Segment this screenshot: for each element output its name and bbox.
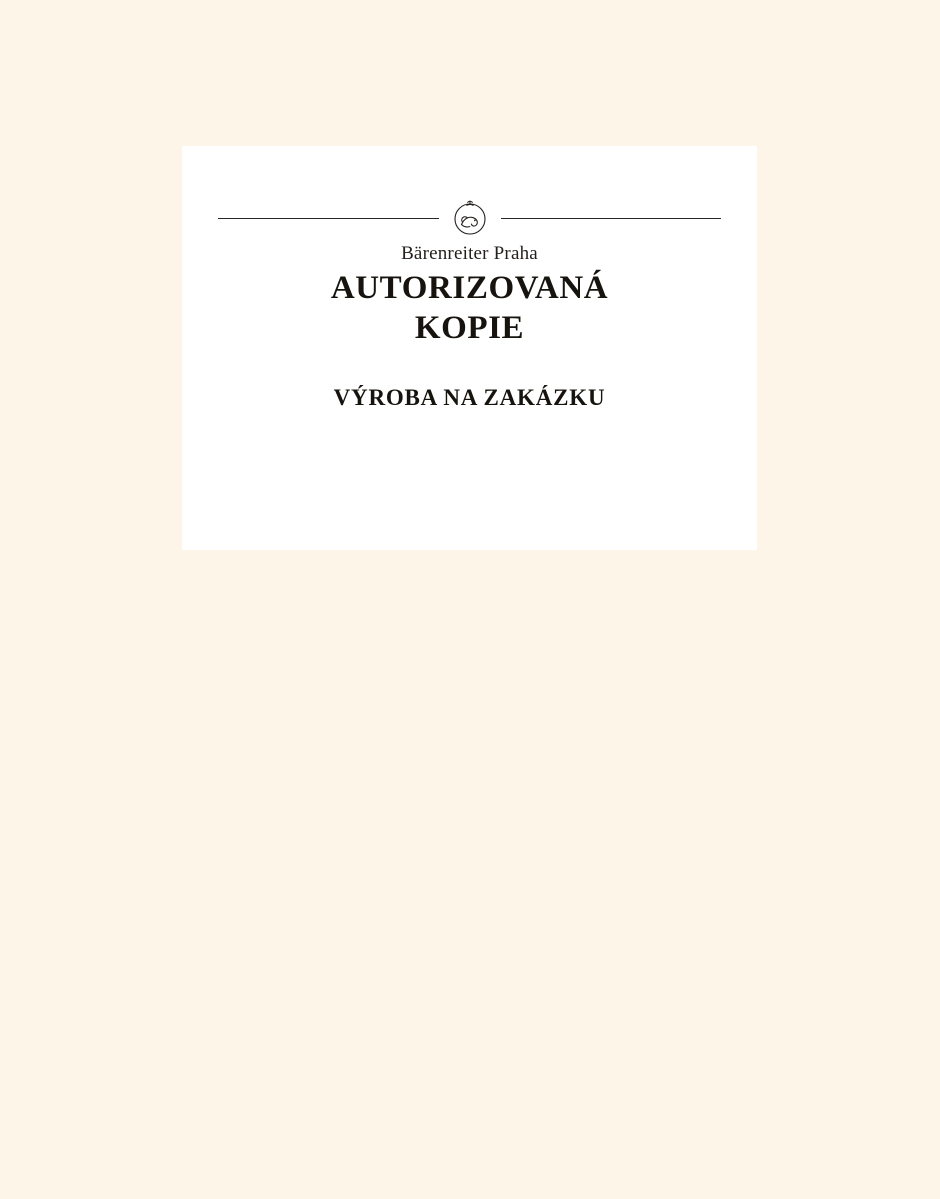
barenreiter-bear-seal-icon [448,195,492,239]
stamp-title-line-1: AUTORIZOVANÁ [330,270,609,306]
publisher-logo-row [218,196,721,240]
publisher-name: Bärenreiter Praha [401,243,538,264]
stamp-subtitle: VÝROBA NA ZAKÁZKU [333,384,606,410]
publisher-header [182,196,757,265]
header-rule-right [501,218,722,219]
header-rule-left [218,218,439,219]
stamp-title [290,268,650,349]
authorization-stamp [182,268,757,411]
stamp-title-line-2: KOPIE [414,310,525,347]
document-card [182,146,757,550]
